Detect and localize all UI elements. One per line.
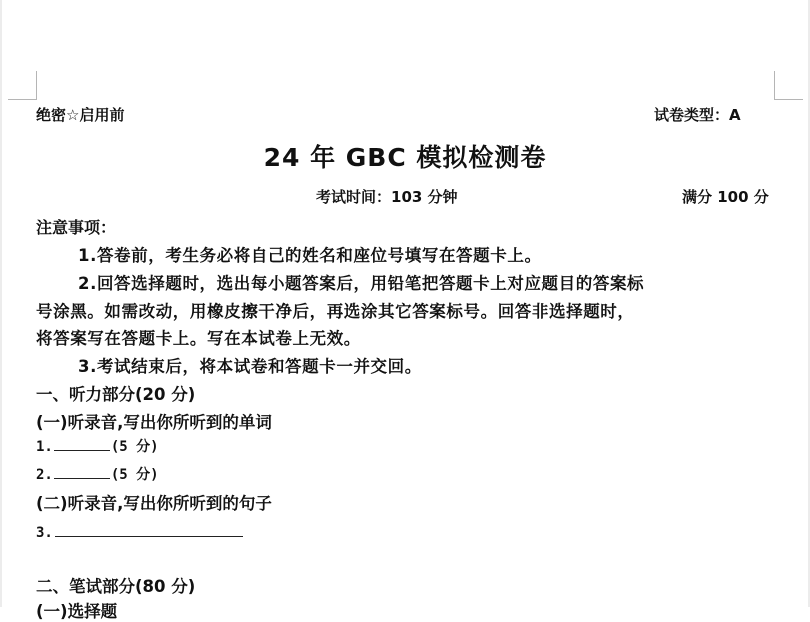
exam-title: 24 年 GBC 模拟检测卷 [263, 143, 547, 172]
page-left-edge [0, 0, 2, 607]
question-2-points: (5 分) [110, 467, 159, 483]
section-written-title: 二、笔试部分(80 分) [36, 577, 196, 596]
question-1-points: (5 分) [110, 439, 159, 455]
question-3-number: 3. [36, 525, 53, 541]
notice-heading: 注意事项： [36, 218, 117, 237]
notice-item-2-line-3: 将答案写在答题卡上。写在本试卷上无效。 [36, 329, 361, 348]
written-part-1-title: (一)选择题 [36, 602, 118, 621]
paper-type-label: 试卷类型：A [654, 106, 741, 124]
notice-item-2-line-2: 号涂黑。如需改动，用橡皮擦干净后，再选涂其它答案标号。回答非选择题时， [36, 302, 635, 321]
margin-corner-mark-left [8, 71, 37, 100]
margin-corner-mark-right [774, 71, 803, 100]
section-listening-title: 一、听力部分(20 分) [36, 385, 196, 404]
notice-item-3: 3.考试结束后，将本试卷和答题卡一并交回。 [78, 357, 422, 376]
question-2 [36, 464, 159, 484]
notice-item-1: 1.答卷前，考生务必将自己的姓名和座位号填写在答题卡上。 [78, 246, 542, 265]
question-1-number: 1. [36, 439, 53, 455]
exam-duration: 考试时间：103 分钟 [316, 188, 458, 206]
confidential-label: 绝密☆启用前 [36, 106, 125, 124]
exam-full-score: 满分 100 分 [682, 188, 769, 206]
listening-part-2-title: (二)听录音,写出你所听到的句子 [36, 494, 272, 513]
question-3 [36, 522, 243, 541]
question-2-answer-blank[interactable] [54, 464, 110, 479]
question-3-answer-blank[interactable] [55, 522, 243, 537]
question-1 [36, 436, 159, 456]
listening-part-1-title: (一)听录音,写出你所听到的单词 [36, 413, 272, 432]
question-2-number: 2. [36, 467, 53, 483]
question-1-answer-blank[interactable] [54, 436, 110, 451]
notice-item-2-line-1: 2.回答选择题时，选出每小题答案后，用铅笔把答题卡上对应题目的答案标 [78, 274, 645, 293]
